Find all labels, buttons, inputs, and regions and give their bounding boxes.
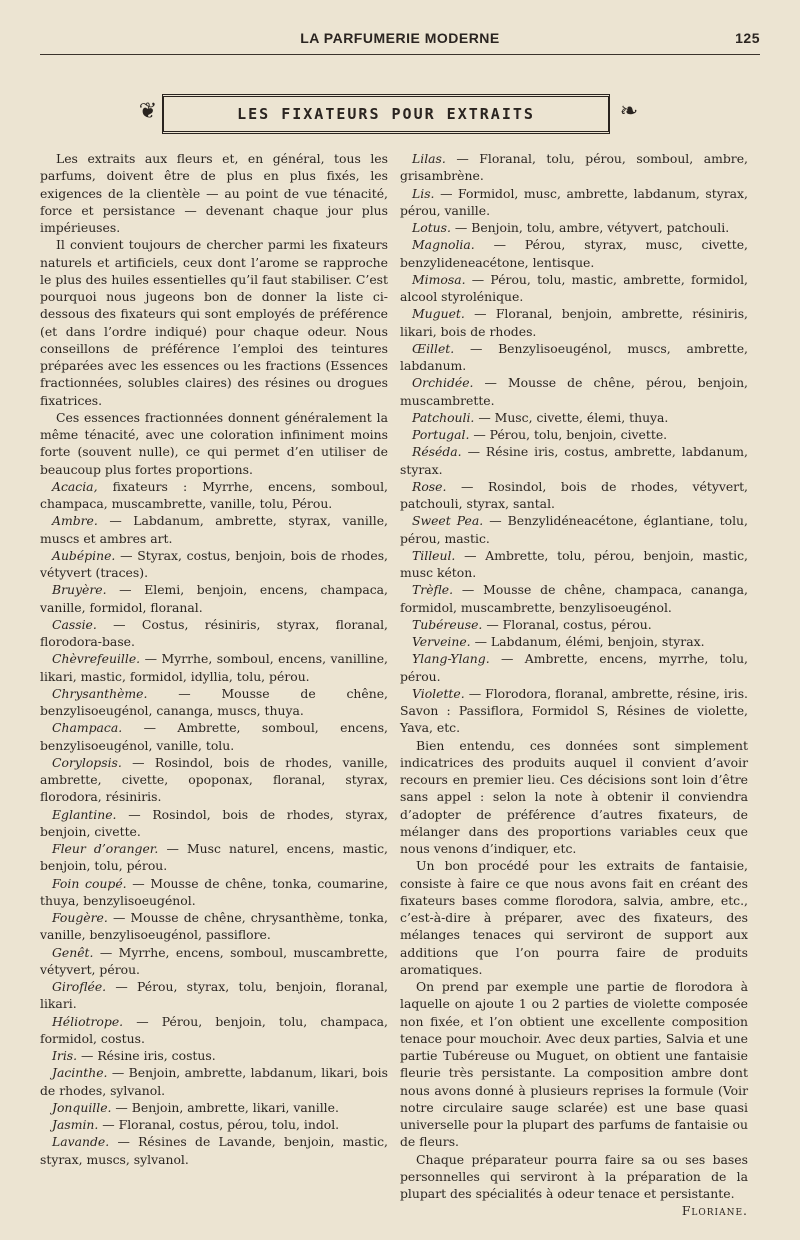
fixateur-entry (40, 944, 388, 979)
entry-fragrance-name: Tilleul. (412, 547, 456, 563)
fleuron-icon: ❧ (619, 99, 639, 124)
entry-fragrance-name: Ylang-Ylang. (412, 651, 490, 667)
entry-fixateurs: — Mousse de chêne, champaca, cananga, formidol, muscambrette, benzylisoeugénol. (400, 582, 748, 615)
entry-fragrance-name: Cassie. (52, 616, 97, 632)
entry-fragrance-name: Jasmin. (52, 1117, 99, 1132)
entry-fixateurs: — Formidol, musc, ambrette, labdanum, styrax, pérou, vanille. (400, 185, 748, 218)
entry-fixateurs: — Myrrhe, encens, somboul, muscambrette, vétyvert, pérou. (40, 944, 388, 977)
entry-fixateurs: — Musc, civette, élemi, thuya. (474, 409, 669, 425)
entry-fragrance-name: Verveine. (412, 634, 471, 649)
entry-fixateurs: — Benjoin, ambrette, likari, vanille. (111, 1099, 339, 1115)
fixateur-entry (400, 685, 748, 737)
entry-fixateurs: — Benjoin, ambrette, labdanum, likari, bois de rhodes, sylvanol. (40, 1065, 388, 1098)
entry-fixateurs: — Costus, résiniris, styrax, floranal, florodora-base. (40, 616, 388, 649)
fixateur-list-right (400, 150, 748, 737)
entry-fragrance-name: Jonquille. (52, 1099, 112, 1115)
entry-fragrance-name: Bruyère. (52, 582, 107, 598)
fixateur-entry (400, 219, 748, 236)
fixateur-entry (400, 305, 748, 340)
entry-fragrance-name: Chèvrefeuille. (52, 651, 141, 667)
entry-fixateurs: — Floranal, tolu, pérou, somboul, ambre, grisambrène. (400, 151, 748, 184)
fixateur-entry (400, 633, 748, 650)
entry-fragrance-name: Champaca. (52, 720, 123, 736)
fixateur-entry (400, 650, 748, 685)
author-signature: Floriane. (681, 1203, 748, 1219)
entry-fragrance-name: Fougère. (52, 910, 108, 925)
entry-fragrance-name: Foin coupé. (52, 875, 127, 891)
fixateur-entry (400, 581, 748, 616)
entry-fixateurs: — Mousse de chêne, chrysanthème, tonka, vanille, benzylisoeugénol, passiflore. (40, 910, 388, 943)
fixateur-entry (400, 236, 748, 271)
fixateur-entry (400, 150, 748, 185)
entry-fixateurs: — Mousse de chêne, pérou, benjoin, muscambrette. (400, 375, 748, 408)
entry-fragrance-name: Patchouli. (412, 409, 475, 425)
fixateur-list-left (40, 478, 388, 1168)
entry-fragrance-name: Acacia, (52, 478, 98, 494)
entry-fragrance-name: Jacinthe. (52, 1065, 108, 1081)
entry-fragrance-name: Lavande. (52, 1134, 110, 1150)
entry-fixateurs: — Styrax, costus, benjoin, bois de rhodes, vétyvert (traces). (40, 547, 388, 580)
entry-fixateurs: — Floranal, costus, pérou, tolu, indol. (98, 1117, 340, 1132)
article-heading: LES FIXATEURS POUR EXTRAITS (237, 105, 535, 123)
entry-fixateurs: — Florodora, floranal, ambrette, résine, iris. Savon : Passiflora, Formidol S, Résines de violette, Yava, etc. (400, 685, 748, 736)
fleuron-icon: ❦ (138, 99, 158, 124)
entry-fragrance-name: Genêt. (52, 944, 94, 960)
entry-fixateurs: — Pérou, styrax, musc, civette, benzylideneacétone, lentisque. (400, 237, 748, 270)
fixateur-entry (40, 806, 388, 841)
entry-fragrance-name: Rose. (412, 478, 447, 494)
fixateur-entry (40, 581, 388, 616)
entry-fragrance-name: Aubépine. (52, 547, 116, 563)
fixateur-entry (400, 547, 748, 582)
entry-fixateurs: — Pérou, styrax, tolu, benjoin, floranal, likari. (40, 979, 388, 1012)
closing-paragraph: Un bon procédé pour les extraits de fantaisie, consiste à faire ce que nous avons fait en créant des fixateurs bases comme florodora, salvia, ambre, etc., c’est-à-dire à préparer, avec des fixateurs, des mélanges tenaces qui serviront de support aux additions que l’on pourra faire de produits aromatiques. (400, 858, 748, 977)
intro-paragraph: Les extraits aux fleurs et, en général, tous les parfums, doivent être de plus en plus fixés, les exigences de la clientèle — au point de vue ténacité, force et persistance — devenant chaque jour plus impérieuses. (40, 151, 388, 235)
entry-fragrance-name: Violette. (412, 685, 465, 701)
entry-fragrance-name: Héliotrope. (52, 1013, 124, 1029)
entry-fragrance-name: Trèfle. (412, 582, 454, 598)
closing-paragraph: On prend par exemple une partie de florodora à laquelle on ajoute 1 ou 2 parties de violette composée non fixée, et l’on obtient une excellente composition tenace pour mouchoir. Avec deux parties, Salvia et une partie Tubéreuse ou Muguet, on obtient une fantaisie fleurie très persistante. La composition ambre dont nous avons donné à plusieurs reprises la formule (Voir notre circulaire sauge sclarée) est une base quasi universelle pour la plupart des parfums de fantaisie ou de fleurs. (400, 979, 748, 1150)
entry-fragrance-name: Tubéreuse. (412, 616, 483, 632)
entry-fixateurs: — Musc naturel, encens, mastic, benjoin, tolu, pérou. (40, 841, 388, 874)
entry-fixateurs: — Myrrhe, somboul, encens, vanilline, likari, mastic, formidol, idyllia, tolu, pérou. (40, 651, 388, 684)
entry-fixateurs: — Ambrette, somboul, encens, benzylisoeugénol, vanille, tolu. (40, 720, 388, 753)
fixateur-entry (400, 185, 748, 220)
entry-fixateurs: — Pérou, benjoin, tolu, champaca, formidol, costus. (40, 1013, 388, 1046)
entry-fixateurs: — Elemi, benjoin, encens, champaca, vanille, formidol, floranal. (40, 582, 388, 615)
entry-fixateurs: — Rosindol, bois de rhodes, vétyvert, patchouli, styrax, santal. (400, 478, 748, 511)
entry-fragrance-name: Sweet Pea. (412, 513, 484, 529)
fixateur-entry (40, 547, 388, 582)
entry-fragrance-name: Lotus. (412, 220, 451, 235)
entry-fragrance-name: Corylopsis. (52, 754, 122, 770)
entry-fragrance-name: Chrysanthème. (52, 685, 148, 701)
fixateur-entry (40, 1013, 388, 1048)
entry-fragrance-name: Eglantine. (52, 806, 117, 822)
entry-fixateurs: fixateurs : Myrrhe, encens, somboul, champaca, muscambrette, vanille, tolu, Pérou. (40, 478, 388, 511)
fixateur-entry (400, 616, 748, 633)
intro-paragraph: Il convient toujours de chercher parmi les fixateurs naturels et artificiels, ceux dont l’arome se rapproche le plus des huiles essentielles qu’il faut stabiliser. C’est pourquoi nous jugeons bon de donner la liste ci-dessous des fixateurs qui sont employés de préférence (et dans l’ordre indiqué) pour chaque odeur. Nous conseillons de préférence l’emploi des teintures préparées avec les essences ou les fractions (Essences fractionnées, solubles claires) des résines ou drogues fixatrices. (40, 237, 388, 408)
fixateur-entry (40, 616, 388, 651)
entry-fixateurs: — Rosindol, bois de rhodes, styrax, benjoin, civette. (40, 806, 388, 839)
entry-fragrance-name: Portugal. (412, 427, 470, 442)
fixateur-entry (400, 409, 748, 426)
entry-fixateurs: — Ambrette, encens, myrrhe, tolu, pérou. (400, 651, 748, 684)
entry-fixateurs: — Floranal, costus, pérou. (482, 616, 652, 632)
entry-fragrance-name: Ambre. (52, 513, 98, 529)
entry-fixateurs: — Labdanum, élémi, benjoin, styrax. (470, 634, 705, 649)
heading-frame (162, 94, 610, 134)
entry-fragrance-name: Orchidée. (412, 375, 474, 391)
fixateur-entry (40, 1064, 388, 1099)
entry-fixateurs: — Ambrette, tolu, pérou, benjoin, mastic, musc kéton. (400, 547, 748, 580)
fixateur-entry (400, 271, 748, 306)
fixateur-entry (400, 374, 748, 409)
closing-paragraph: Bien entendu, ces données sont simplement indicatrices des produits auquel il convient d’avoir recours en premier lieu. Ces décisions sont loin d’être sans appel : selon la note à obtenir il conviendra d’adopter de préférence d’autres fixateurs, de mélanger dans des proportions variables ceux que nous venons d’indiquer, etc. (400, 737, 748, 856)
fixateur-entry (40, 512, 388, 547)
entry-fixateurs: — Benzylidéneacétone, églantiane, tolu, pérou, mastic. (400, 513, 748, 546)
entry-fixateurs: — Pérou, tolu, benjoin, civette. (469, 427, 668, 442)
header-rule (40, 54, 760, 55)
fixateur-entry (40, 1047, 388, 1064)
journal-title: LA PARFUMERIE MODERNE (300, 30, 500, 46)
fixateur-entry (40, 685, 388, 720)
fixateur-entry (40, 875, 388, 910)
intro-paragraph: Ces essences fractionnées donnent généralement la même ténacité, avec une coloration infiniment moins forte (souvent nulle), ce qui permet d’en utiliser de beaucoup plus fortes proportions. (40, 409, 388, 477)
fixateur-entry (40, 840, 388, 875)
closing-paragraph: Chaque préparateur pourra faire sa ou ses bases personnelles qui serviront à la préparation de la plupart des spécialités à odeur tenace et persistante. (400, 1151, 748, 1201)
entry-fixateurs: — Floranal, benjoin, ambrette, résiniris, likari, bois de rhodes. (400, 306, 748, 339)
fixateur-entry (400, 512, 748, 547)
fixateur-entry (400, 443, 748, 478)
entry-fixateurs: — Labdanum, ambrette, styrax, vanille, muscs et ambres art. (40, 513, 388, 546)
entry-fixateurs: — Benjoin, tolu, ambre, vétyvert, patchouli. (450, 220, 730, 235)
entry-fragrance-name: Fleur d’oranger. (52, 841, 159, 856)
fixateur-entry (400, 426, 748, 443)
article-banner (140, 92, 655, 136)
entry-fixateurs: — Benzylisoeugénol, muscs, ambrette, labdanum. (400, 340, 748, 373)
fixateur-entry (40, 1133, 388, 1168)
entry-fixateurs: — Pérou, tolu, mastic, ambrette, formidol, alcool styrolénique. (400, 271, 748, 304)
fixateur-entry (40, 1116, 388, 1133)
entry-fixateurs: — Mousse de chêne, tonka, coumarine, thuya, benzylisoeugénol. (40, 875, 389, 908)
entry-fixateurs: — Mousse de chêne, benzylisoeugénol, cananga, muscs, thuya. (40, 685, 388, 718)
fixateur-entry (40, 478, 388, 513)
fixateur-entry (40, 650, 388, 685)
fixateur-entry (40, 719, 388, 754)
entry-fragrance-name: Mimosa. (412, 271, 466, 287)
entry-fragrance-name: Giroflée. (52, 979, 107, 994)
entry-fixateurs: — Résines de Lavande, benjoin, mastic, styrax, muscs, sylvanol. (40, 1134, 388, 1167)
entry-fragrance-name: Lilas. (412, 151, 446, 166)
entry-fragrance-name: Lis. (412, 185, 435, 201)
entry-fragrance-name: Œillet. (412, 340, 455, 356)
entry-fragrance-name: Iris. (52, 1048, 78, 1063)
fixateur-entry (40, 978, 388, 1013)
entry-fixateurs: — Rosindol, bois de rhodes, vanille, ambrette, civette, opoponax, floranal, styrax, florodora, résiniris. (40, 754, 388, 805)
entry-fragrance-name: Magnolia. (412, 237, 475, 253)
fixateur-entry (40, 909, 388, 944)
fixateur-entry (400, 478, 748, 513)
fixateur-entry (400, 340, 748, 375)
fixateur-entry (40, 754, 388, 806)
entry-fragrance-name: Réséda. (412, 444, 462, 460)
entry-fixateurs: — Résine iris, costus. (77, 1048, 216, 1063)
column-right (400, 150, 748, 1220)
entry-fixateurs: — Résine iris, costus, ambrette, labdanum, styrax. (400, 444, 748, 477)
fixateur-entry (40, 1099, 388, 1116)
running-head (40, 30, 760, 52)
page-number: 125 (735, 30, 760, 46)
column-left (40, 150, 388, 1168)
entry-fragrance-name: Muguet. (412, 306, 465, 322)
